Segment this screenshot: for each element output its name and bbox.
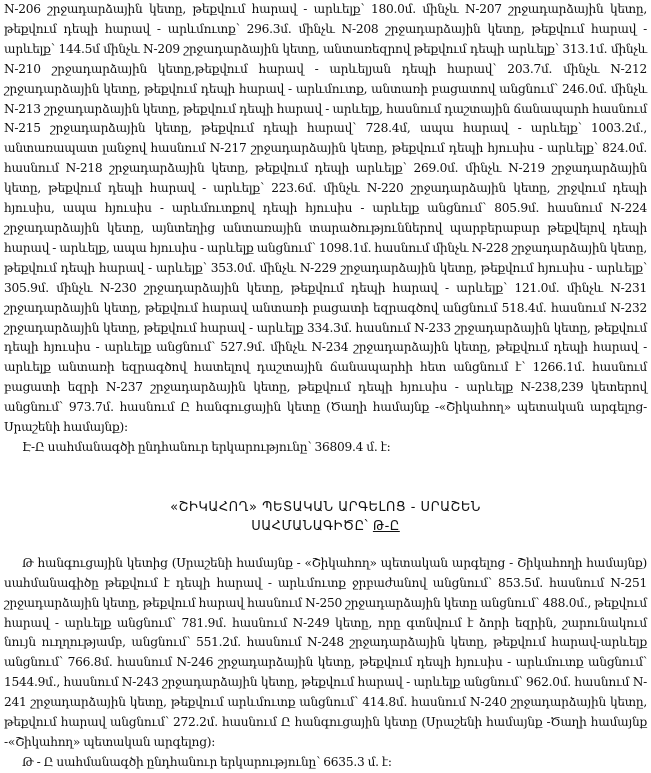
section-heading-line-2: ՍԱՀՄԱՆԱԳԻԾԸ՝: [251, 518, 373, 534]
section-heading-line-1: «ՇԻԿԱՀՈՂ» ՊԵՏԱԿԱՆ ԱՐԳԵԼՈՑ - ՍՐԱՇԵՆ: [170, 499, 481, 515]
boundary-total-length-1: Է-Ը սահմանագծի ընդհանուր երկարությունը՝ 36809.4 մ. է:: [22, 439, 391, 454]
section-heading: [4, 498, 647, 536]
boundary-description-paragraph-1: N-206 շրջադարձային կետը, թեքվում հարավ - արևելք՝ 180.0մ. մինչև N-207 շրջադարձային կետը, թեքվում դեպի հարավ - արևմուտք՝ 296.3մ. մինչև N-208 շրջադարձային կետը, թեքվում հարավ - արևելք՝ 144.5մ մինչև N-209 շրջադարձային կետը, անտառեզրով թեքվում դեպի արևելք՝ 313.1մ. մինչև N-210 շրջադարձային կետը,թեքվում հարավ - արևելյան դեպի հարավ՝ 203.7մ. մինչև N-212 շրջադարձային կետը, թեքվում դեպի հարավ - արևմուտք, անտառի բացատով անցնում՝ 246.0մ. մինչև N-213 շրջադարձային կետը, թեքվում դեպի հարավ - արևելք, հասնում դաշտային ճանապարհ հասնում N-215 շրջադարձային կետը, թեքվում դեպի հարավ՝ 728.4մ, ապա հարավ - արևելք՝ 1003.2մ., անտառապատ լանջով հասնում N-217 շրջադարձային կետը, թեքվում դեպի հյուսիս - արևելք՝ 824.0մ. հասնում N-218 շրջադարձային կետը, թեքվում դեպի արևելք՝ 269.0մ. մինչև N-219 շրջադարձային կետը, թեքվում դեպի հարավ - արևելք՝ 223.6մ. մինչև N-220 շրջադարձային կետը, շրջվում դեպի հյուսիս, ապա հյուսիս - արևմուտքով դեպի հյուսիս - արևելք անցնում՝ 805.9մ. հասնում N-224 շրջադարձային կետը, այնտեղից անտառային տարածություններով պարբերաբար թեքվելով դեպի հարավ - արևելք, ապա հյուսիս - արևելք անցնում՝ 1098.1մ. հասնում մինչև N-228 շրջադարձային կետը, թեքվում դեպի հարավ - արևելք՝ 353.0մ. մինչև N-229 շրջադարձային կետը, թեքվում հյուսիս - արևելք՝ 305.9մ. մինչև N-230 շրջադարձային կետը, թեքվում դեպի հարավ - արևելք՝ 121.0մ. մինչև N-231 շրջադարձային կետը, թեքվում հարավ անտառի բացատի եզրագծով անցնում 518.4մ. հասնում N-232 շրջադարձային կետը, թեքվում հարավ - արևելք 334.3մ. հասնում N-233 շրջադարձային կետը, թեքվում դեպի հյուսիս - արևելք անցնում՝ 527.9մ. մինչև N-234 շրջադարձային կետը, թեքվում դեպի հարավ - արևելք անտառի եզրագծով հատելով դաշտային ճանապարհի հետ անցնում է՝ 1266.1մ. հասնում բացատի եզրի N-237 շրջադարձային կետը, թեքվում դեպի հյուսիս - արևելք N-238,239 կետերով անցնում՝ 973.7մ. հասնում Ը հանգուցային կետը (Ծաղի համայնք -«Շիկահող» պետական արգելոց-Սրաշենի համայնք):: [4, 2, 647, 435]
spacer: [4, 458, 647, 498]
boundary-total-length-2: Թ - Ը սահմանագծի ընդհանուր երկարությունը՝ 6635.3 մ. է:: [22, 754, 392, 769]
boundary-description-paragraph-2: Թ հանգուցային կետից (Սրաշենի համայնք - «Շիկահող» պետական արգելոց - Շիկահողի համայնք) սահմանագիծը թեքվում է դեպի հարավ - արևմուտք ջրբաժանով անցնում՝ 853.5մ. հասնում N-251 շրջադարձային կետը, թեքվում հարավ հասնում N-250 շրջադարձային կետը անցնում՝ 488.0մ., թեքվում հարավ - արևելք անցնում՝ 781.9մ. հասնում N-249 կետը, որը գտնվում է ձորի եզրին, շարունակում նույն ուղղությամբ, անցնում՝ 551.2մ. հասնում N-248 շրջադարձային կետը, թեքվում հարավ-արևելք անցնում՝ 766.8մ. հասնում N-246 շրջադարձային կետը, թեքվում դեպի հյուսիս - արևմուտք անցնում՝ 1544.9մ., հասնում N-243 շրջադարձային կետը, թեքվում հարավ - արևելք անցնում՝ 962.0մ. հասնում N-241 շրջադարձային կետը, թեքվում արևմուտք անցնում՝ 414.8մ. հասնում N-240 շրջադարձային կետը, թեքվում հարավ անցնում՝ 272.2մ. հասնում Ը հանգուցային կետը (Սրաշենի համայնք -Ծաղի համայնք -«Շիկահող» պետական արգելոց):: [4, 555, 647, 749]
section-heading-code: Թ-Ը: [372, 518, 400, 534]
spacer: [4, 536, 647, 554]
